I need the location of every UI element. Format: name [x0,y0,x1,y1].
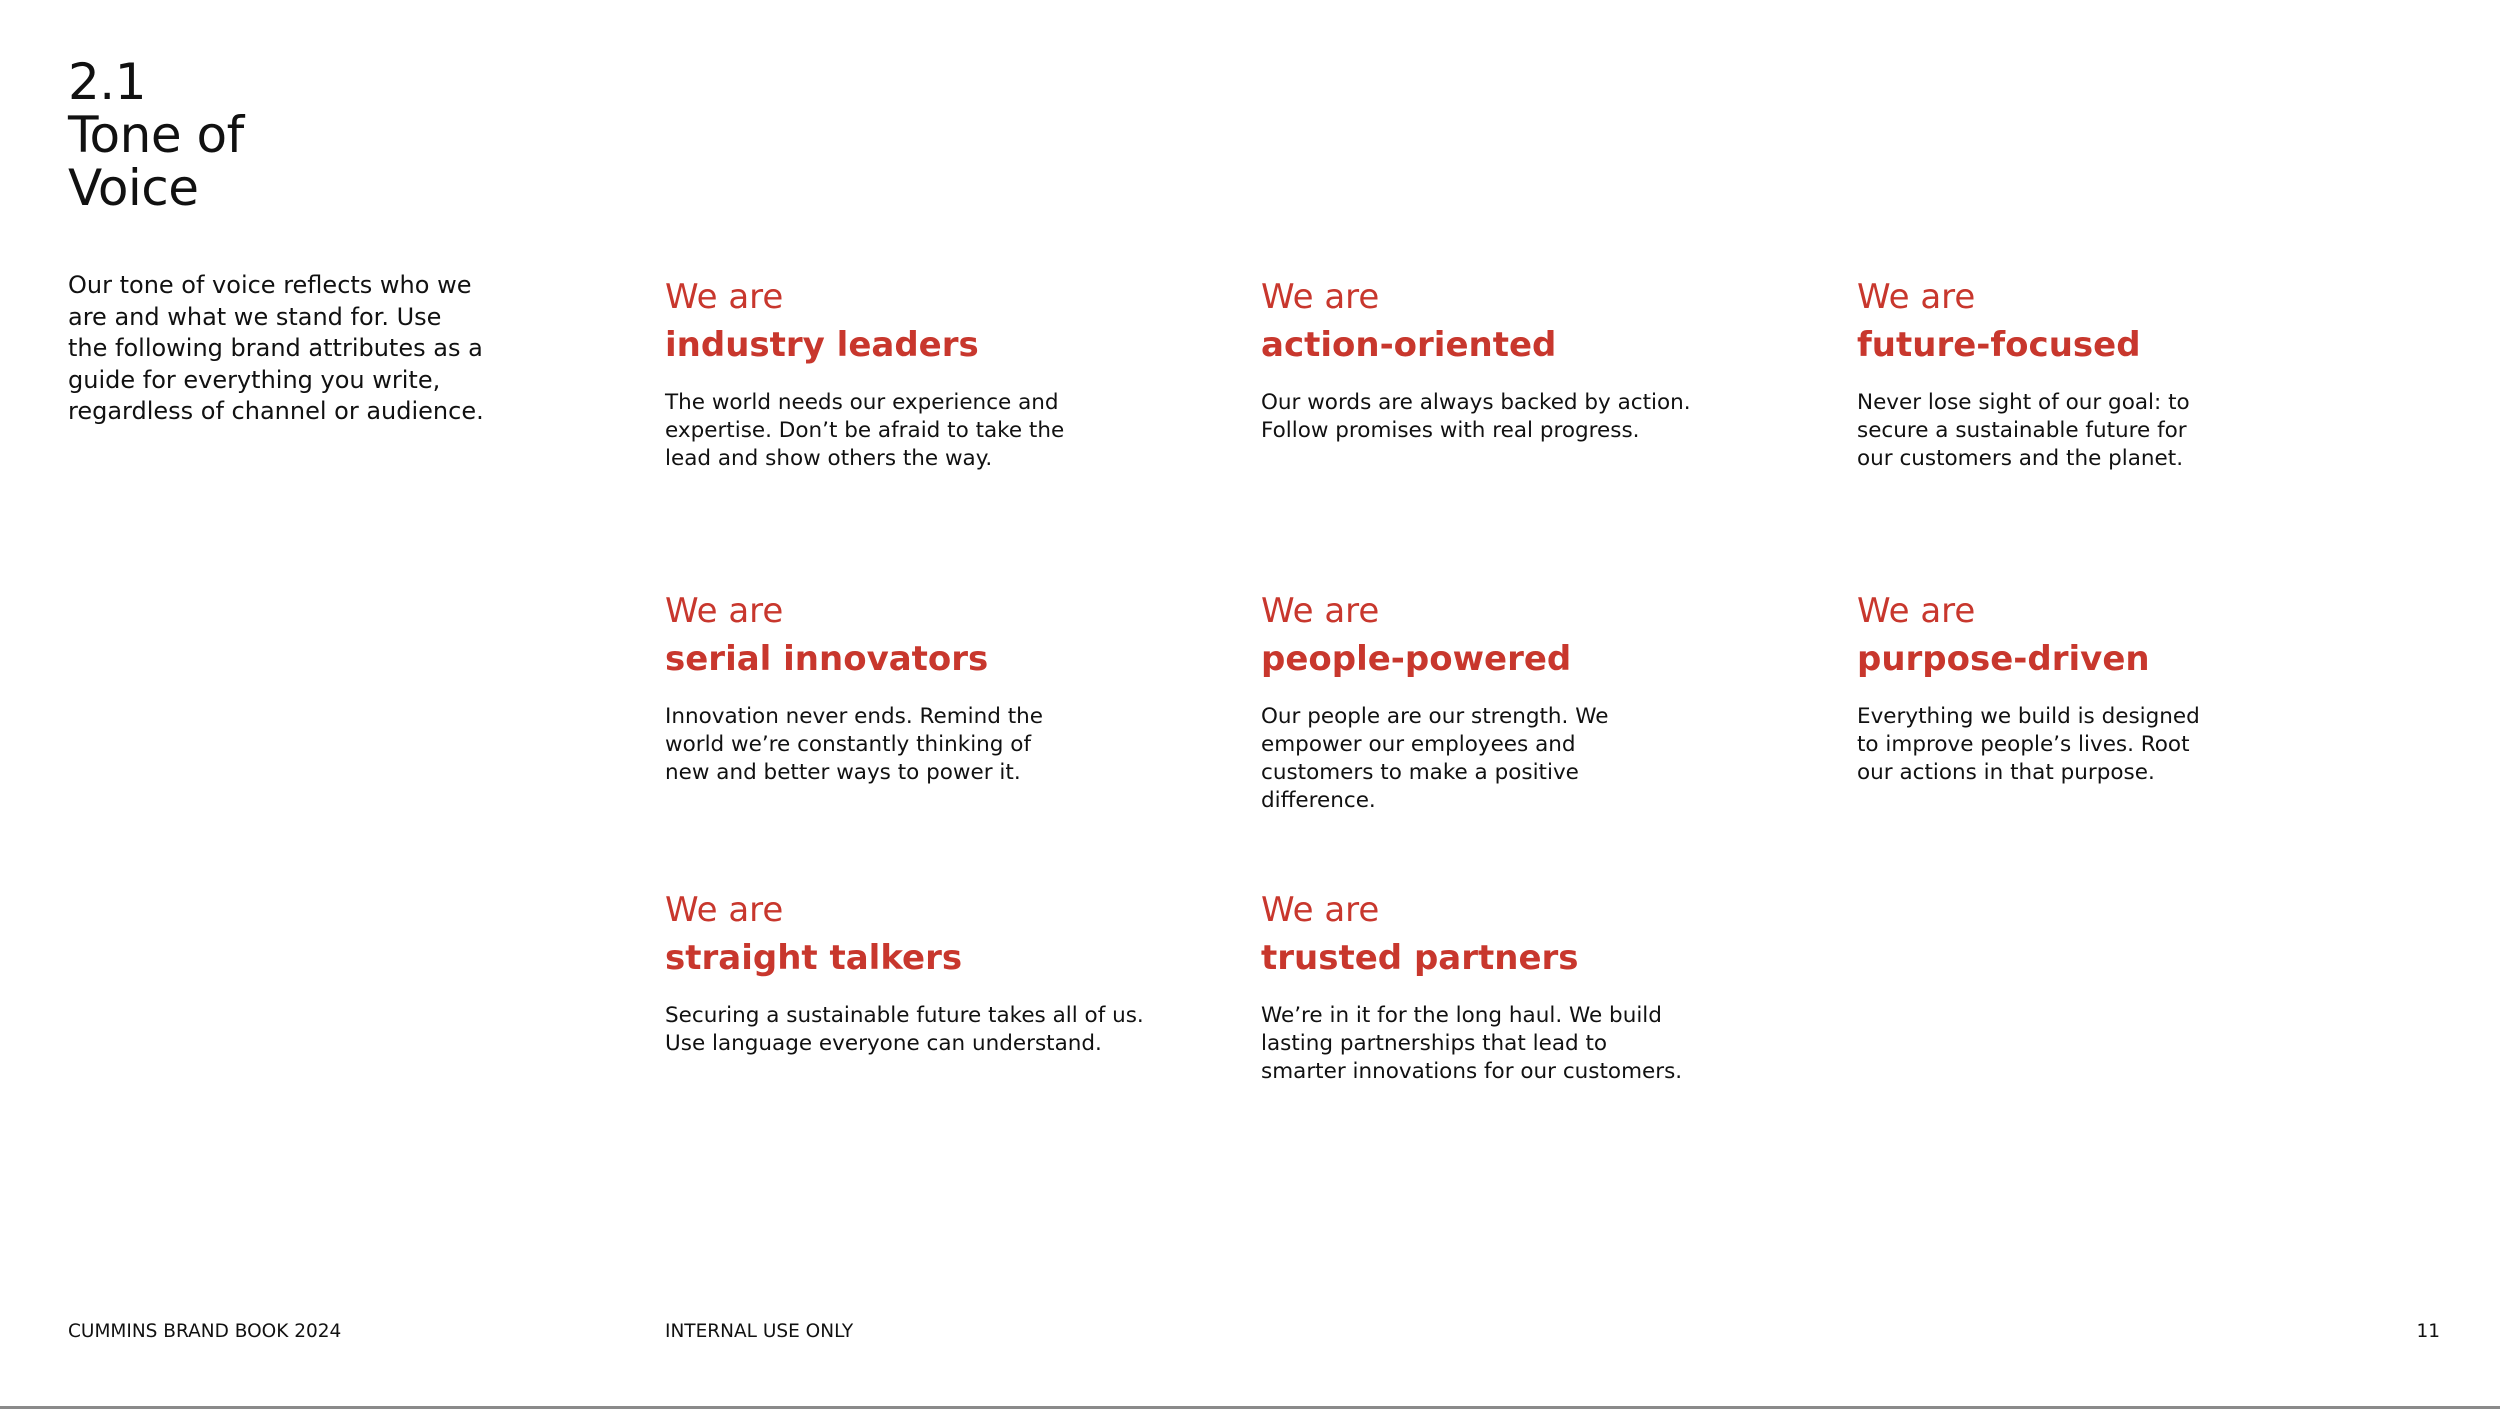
attribute-straight-talkers [665,886,1144,1058]
attribute-prefix: We are [1857,591,1976,631]
attribute-description: The world needs our experience and expertise. Don’t be afraid to take the lead and show others the way. [665,390,1065,471]
footer-page-number: 11 [2416,1321,2440,1342]
attribute-name: straight talkers [665,938,963,978]
attribute-prefix: We are [665,591,784,631]
attribute-description: Innovation never ends. Remind the world we’re constantly thinking of new and better ways to power it. [665,704,1044,785]
attribute-trusted-partners [1261,886,1731,1086]
attribute-action-oriented [1261,273,1731,445]
attribute-serial-innovators [665,587,1135,787]
attribute-description: Securing a sustainable future takes all of us. Use language everyone can understand. [665,1003,1144,1056]
section-number: 2.1 [68,53,147,111]
attribute-name: industry leaders [665,325,979,365]
attribute-prefix: We are [1261,277,1380,317]
attribute-name: serial innovators [665,639,989,679]
attribute-description: Never lose sight of our goal: to secure a sustainable future for our customers and the planet. [1857,390,2190,471]
attribute-description: Everything we build is designed to improve people’s lives. Root our actions in that purpose. [1857,704,2200,785]
footer-document-title: CUMMINS BRAND BOOK 2024 [68,1321,342,1342]
attribute-description: We’re in it for the long haul. We build lasting partnerships that lead to smarter innovations for our customers. [1261,1003,1683,1084]
section-title-line-1: Tone of [68,106,244,164]
attribute-name: purpose-driven [1857,639,2150,679]
attribute-prefix: We are [665,890,784,930]
attribute-prefix: We are [1261,591,1380,631]
attribute-name: people-powered [1261,639,1572,679]
attribute-future-focused [1857,273,2327,473]
section-heading [68,53,244,217]
attribute-purpose-driven [1857,587,2327,787]
attribute-name: future-focused [1857,325,2141,365]
attribute-prefix: We are [1857,277,1976,317]
footer-classification: INTERNAL USE ONLY [665,1321,854,1342]
attribute-industry-leaders [665,273,1135,473]
intro-paragraph: Our tone of voice reflects who we are and what we stand for. Use the following brand attributes as a guide for everything you write, regardless of channel or audience. [68,271,484,425]
section-title-line-2: Voice [68,159,199,217]
attribute-name: trusted partners [1261,938,1579,978]
attribute-description: Our words are always backed by action. Follow promises with real progress. [1261,390,1691,443]
attribute-prefix: We are [1261,890,1380,930]
attribute-people-powered [1261,587,1731,815]
attribute-prefix: We are [665,277,784,317]
attribute-name: action-oriented [1261,325,1557,365]
attribute-description: Our people are our strength. We empower our employees and customers to make a positive difference. [1261,704,1609,813]
